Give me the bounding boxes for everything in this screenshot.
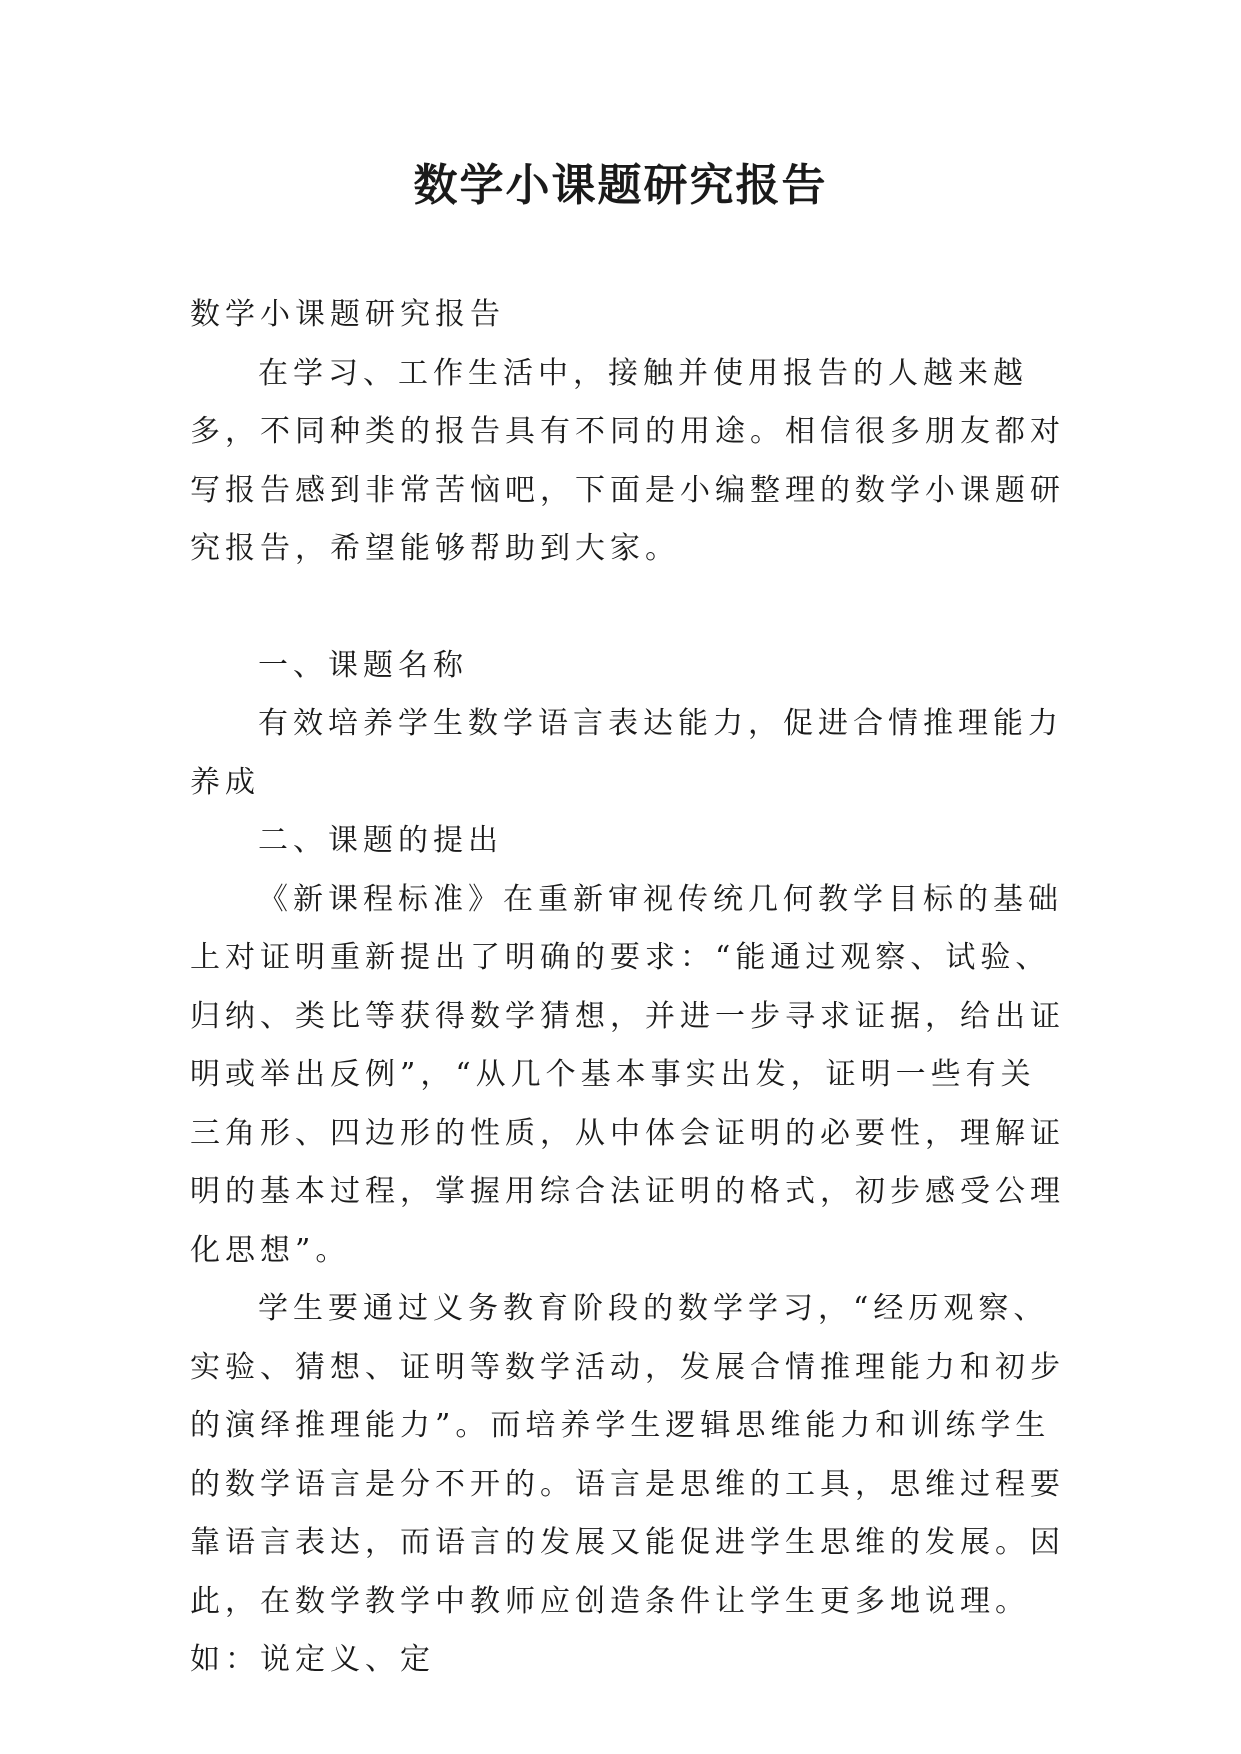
paragraph-gap: [190, 579, 1070, 637]
document-title: 数学小课题研究报告: [413, 160, 828, 211]
section-2-paragraph-2: 学生要通过义务教育阶段的数学学习，“经历观察、实验、猜想、证明等数学活动，发展合情推理能力和初步的演绎推理能力”。而培养学生逻辑思维能力和训练学生的数学语言是分不开的。语言是思维的工具，思维过程要靠语言表达，而语言的发展又能促进学生思维的发展。因此，在数学教学中教师应创造条件让学生更多地说理。如：说定义、定: [190, 1291, 1065, 1677]
document-body: [190, 286, 1070, 1690]
document-subtitle: 数学小课题研究报告: [190, 297, 505, 332]
section-1-heading: 一、课题名称: [258, 647, 468, 683]
intro-paragraph: 在学习、工作生活中，接触并使用报告的人越来越多，不同种类的报告具有不同的用途。相信很多朋友都对写报告感到非常苦恼吧，下面是小编整理的数学小课题研究报告，希望能够帮助到大家。: [190, 355, 1065, 566]
section-1-body: 有效培养学生数学语言表达能力，促进合情推理能力养成: [190, 706, 1063, 800]
section-2-paragraph-1: 《新课程标准》在重新审视传统几何教学目标的基础上对证明重新提出了明确的要求：“能通过观察、试验、归纳、类比等获得数学猜想，并进一步寻求证据，给出证明或举出反例”，“从几个基本事实出发，证明一些有关三角形、四边形的性质，从中体会证明的必要性，理解证明的基本过程，掌握用综合法证明的格式，初步感受公理化思想”。: [190, 881, 1065, 1268]
section-2-heading: 二、课题的提出: [258, 823, 503, 858]
